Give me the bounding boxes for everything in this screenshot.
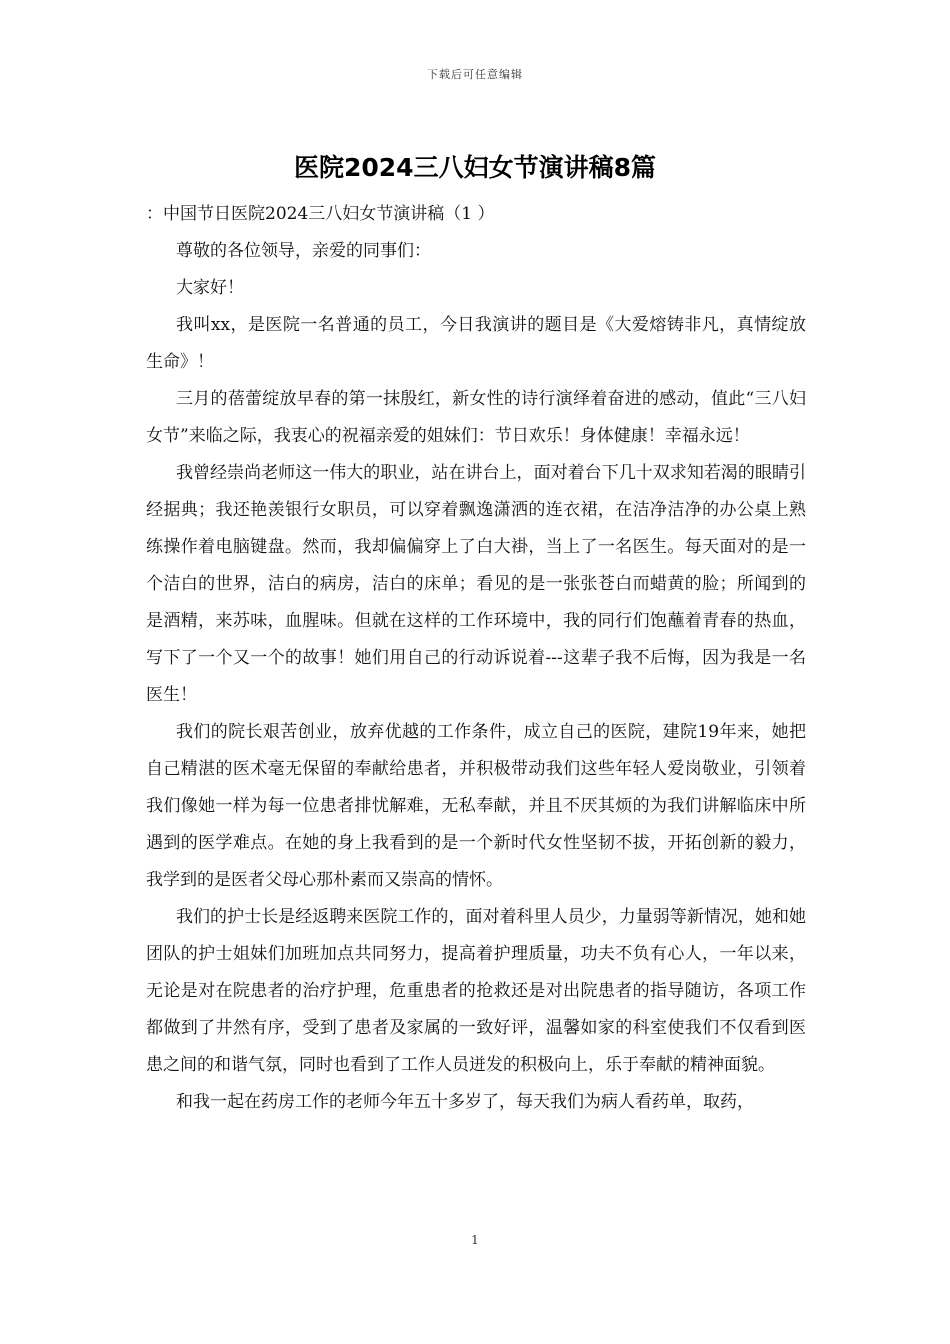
document-subtitle: ：中国节日医院2024三八妇女节演讲稿（1 ） [146, 204, 495, 224]
paragraph: 我叫xx，是医院一名普通的员工，今日我演讲的题目是《大爱熔铸非凡，真情绽放生命》！ [146, 315, 806, 372]
paragraph: 尊敬的各位领导，亲爱的同事们： [176, 241, 431, 261]
paragraph: 三月的蓓蕾绽放早春的第一抹殷红，新女性的诗行演绎着奋进的感动，值此“三八妇女节”来临之际，我衷心的祝福亲爱的姐妹们：节日欢乐！身体健康！幸福永远！ [146, 389, 806, 446]
page-number: 1 [471, 1233, 479, 1247]
paragraph: 大家好！ [176, 278, 244, 298]
paragraph: 我曾经崇尚老师这一伟大的职业，站在讲台上，面对着台下几十双求知若渴的眼睛引经据典；我还艳羡银行女职员，可以穿着飘逸潇洒的连衣裙，在洁净洁净的办公桌上熟练操作着电脑键盘。然而，我却偏偏穿上了白大褂，当上了一名医生。每天面对的是一个洁白的世界，洁白的病房，洁白的床单；看见的是一张张苍白而蜡黄的脸；所闻到的是酒精，来苏味，血腥味。但就在这样的工作环境中，我的同行们饱蘸着青春的热血，写下了一个又一个的故事！她们用自己的行动诉说着---这辈子我不后悔，因为我是一名医生！ [146, 463, 806, 705]
paragraph: 我们的护士长是经返聘来医院工作的，面对着科里人员少，力量弱等新情况，她和她团队的护士姐妹们加班加点共同努力，提高着护理质量，功夫不负有心人，一年以来，无论是对在院患者的治疗护理，危重患者的抢救还是对出院患者的指导随访，各项工作都做到了井然有序，受到了患者及家属的一致好评，温馨如家的科室使我们不仅看到医患之间的和谐气氛，同时也看到了工作人员迸发的积极向上，乐于奉献的精神面貌。 [146, 907, 806, 1075]
document-title: 医院2024三八妇女节演讲稿8篇 [294, 153, 656, 182]
page-header: 下载后可任意编辑 [427, 68, 523, 81]
paragraph: 和我一起在药房工作的老师今年五十多岁了，每天我们为病人看药单，取药， [176, 1092, 754, 1112]
paragraph: 我们的院长艰苦创业，放弃优越的工作条件，成立自己的医院，建院19年来，她把自己精湛的医术毫无保留的奉献给患者，并积极带动我们这些年轻人爱岗敬业，引领着我们像她一样为每一位患者排忧解难，无私奉献，并且不厌其烦的为我们讲解临床中所遇到的医学难点。在她的身上我看到的是一个新时代女性坚韧不拔，开拓创新的毅力，我学到的是医者父母心那朴素而又崇高的情怀。 [146, 722, 806, 890]
document-body [146, 196, 806, 1121]
